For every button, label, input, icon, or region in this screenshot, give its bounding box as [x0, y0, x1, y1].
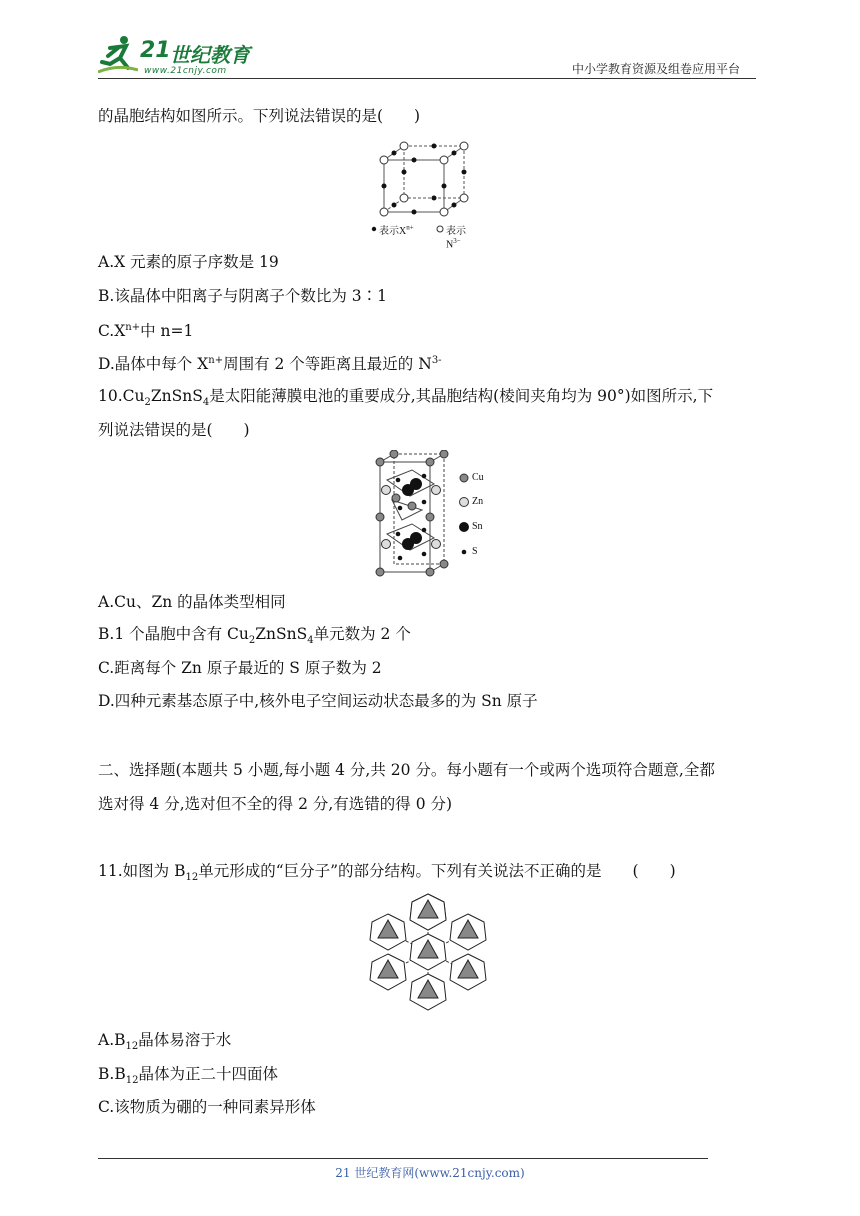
q10-stem-line2: 列说法错误的是( ) — [98, 421, 250, 439]
section2-line1: 二、选择题(本题共 5 小题,每小题 4 分,共 20 分。每小题有一个或两个选项符合题意,全都 — [98, 761, 715, 779]
q10-option-a: A.Cu、Zn 的晶体类型相同 — [98, 593, 286, 611]
section2-line2: 选对得 4 分,选对但不全的得 2 分,有选错的得 0 分) — [98, 795, 453, 813]
legend-sn: Sn — [472, 521, 483, 532]
q10-option-d: D.四种元素基态原子中,核外电子空间运动状态最多的为 Sn 原子 — [98, 692, 538, 710]
header-rule — [98, 78, 756, 79]
site-logo — [98, 34, 258, 78]
q9-option-b: B.该晶体中阳离子与阴离子个数比为 3∶1 — [98, 287, 387, 305]
q11-option-a: $A.B_{12}$晶体易溶于水 — [98, 1031, 232, 1053]
runner-icon — [98, 34, 138, 76]
q10-figure — [372, 450, 496, 580]
q11-option-b: $B.B_{12}$晶体为正二十四面体 — [98, 1065, 278, 1087]
q9-figure — [360, 134, 480, 251]
q11-option-c: C.该物质为硼的一种同素异形体 — [98, 1098, 316, 1116]
q11-figure — [364, 890, 492, 1014]
q11-stem: 11.如图为 $B_{12}$单元形成的“巨分子”的部分结构。下列有关说法不正确的是 ( ) — [98, 862, 676, 884]
q10-option-c: C.距离每个 Zn 原子最近的 S 原子数为 2 — [98, 659, 382, 677]
footer-rule — [98, 1158, 708, 1159]
legend-s: S — [472, 546, 478, 557]
q9-option-d: D.晶体中每个 $X^{n+}$周围有 2 个等距离且最近的 $N^{3-}$ — [98, 355, 442, 374]
legend-x-label: 表示$X^{n+}$ — [379, 223, 414, 237]
legend-n-label: 表示$N^{3-}$ — [446, 226, 466, 251]
logo-number: 21 — [140, 38, 171, 63]
logo-chinese: 世纪教育 — [170, 43, 250, 67]
legend-cu: Cu — [472, 472, 484, 483]
q9-option-a: A.X 元素的原子序数是 19 — [98, 253, 279, 271]
q9-stem: 的晶胞结构如图所示。下列说法错误的是( ) — [98, 107, 421, 125]
legend-zn: Zn — [472, 496, 484, 507]
logo-url: www.21cnjy.com — [144, 66, 227, 76]
site-tagline: 中小学教育资源及组卷应用平台 — [572, 62, 741, 76]
q10-option-b: B.1 个晶胞中含有 $Cu_2ZnSnS_4$单元数为 2 个 — [98, 625, 411, 647]
q10-stem-line1: $10.Cu_2ZnSnS_4$是太阳能薄膜电池的重要成分,其晶胞结构(棱间夹角均为 90°)如图所示,下 — [98, 387, 714, 409]
q9-option-c: $C.X^{n+}$中 n=1 — [98, 322, 194, 341]
footer-link[interactable]: 21 世纪教育网(www.21cnjy.com) — [335, 1166, 525, 1180]
